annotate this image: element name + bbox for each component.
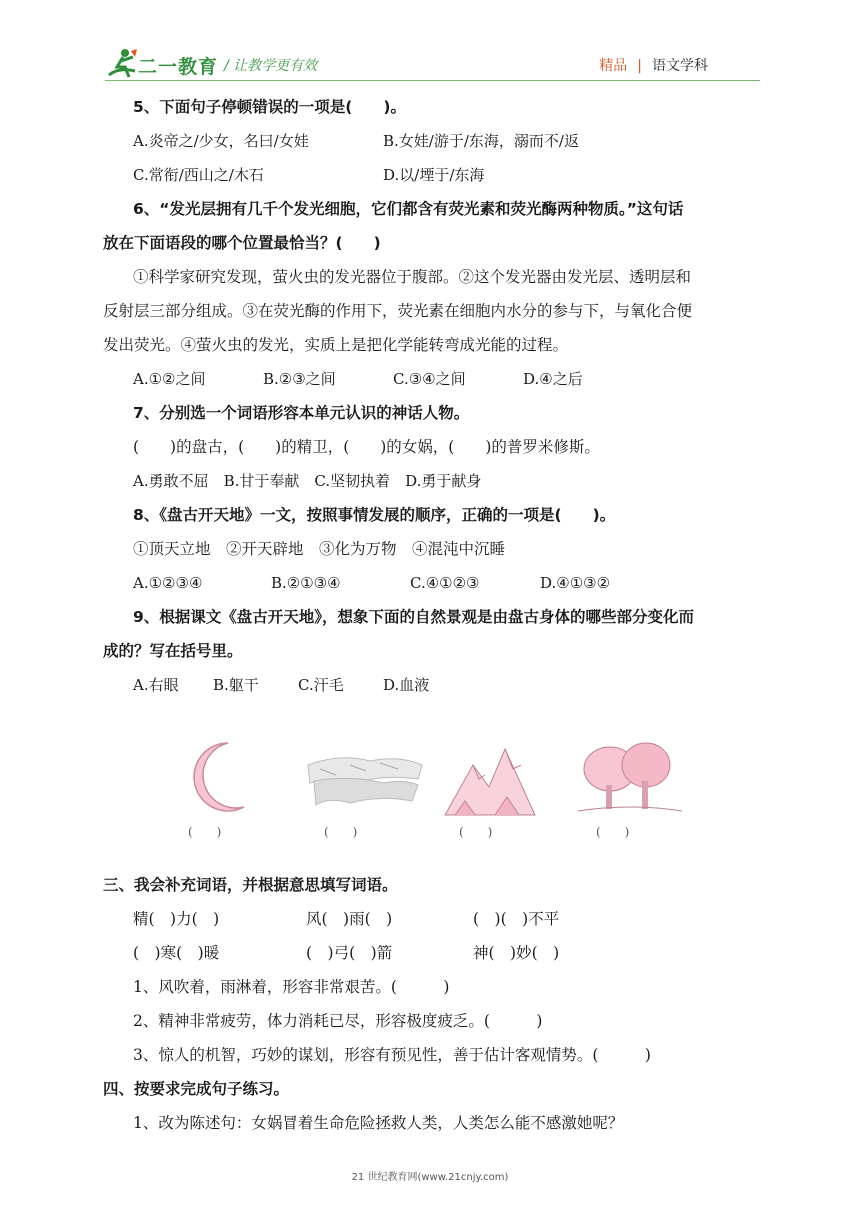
q5-option-b: B.女娃/游于/东海，溺而不/返: [383, 132, 579, 150]
header-right: [599, 55, 708, 75]
q8-option-b: B.②①③④: [271, 574, 341, 592]
forest-answer-paren: ( ): [596, 825, 630, 839]
q6-option-c: C.③④之间: [393, 370, 466, 388]
q8-items: ①顶天立地 ②开天辟地 ③化为万物 ④混沌中沉睡: [133, 540, 506, 558]
mountain-icon: [435, 735, 555, 825]
q5-option-d: D.以/堙于/东海: [383, 166, 485, 184]
q9-stem-line1: 9、根据课文《盘古开天地》，想象下面的自然景观是由盘古身体的哪些部分变化而: [133, 608, 695, 626]
s3-word-4: ( )寒( )暖: [133, 944, 220, 962]
s3-word-6: 神( )妙( ): [473, 944, 560, 962]
s3-item-1: 1、风吹着，雨淋着，形容非常艰苦。( ): [133, 978, 450, 996]
q9-stem-line2: 成的？写在括号里。: [103, 642, 243, 660]
q6-stem-line1: 6、“发光层拥有几千个发光细胞，它们都含有荧光素和荧光酶两种物质。”这句话: [133, 200, 684, 218]
q9-option-a: A.右眼: [133, 676, 179, 694]
q6-stem-line2: 放在下面语段的哪个位置最恰当？( ): [103, 234, 381, 252]
q6-option-d: D.④之后: [523, 370, 583, 388]
moon-picture: [180, 735, 290, 845]
mountain-answer-paren: ( ): [459, 825, 493, 839]
s3-word-1: 精( )力( ): [133, 910, 220, 928]
premium-tag: 精品: [599, 58, 628, 74]
q5-option-c: C.常衔/西山之/木石: [133, 166, 264, 184]
q6-passage-line3: 发出荧光。④萤火虫的发光，实质上是把化学能转弯成光能的过程。: [103, 336, 569, 354]
plain-answer-paren: ( ): [324, 825, 358, 839]
q6-option-a: A.①②之间: [133, 370, 206, 388]
plain-picture: [300, 735, 410, 845]
mountain-picture: [435, 735, 545, 845]
logo-text: 二一教育: [138, 56, 219, 78]
q8-option-a: A.①②③④: [133, 574, 203, 592]
header-divider: [105, 80, 760, 81]
q6-passage-line1: ①科学家研究发现，萤火虫的发光器位于腹部。②这个发光器由发光层、透明层和: [133, 268, 692, 286]
s3-word-2: 风( )雨( ): [306, 910, 393, 928]
section-4-title: 四、按要求完成句子练习。: [103, 1080, 290, 1098]
q9-option-c: C.汗毛: [298, 676, 344, 694]
q7-blanks: ( )的盘古，( )的精卫，( )的女娲，( )的普罗米修斯。: [133, 438, 600, 456]
q9-option-b: B.躯干: [213, 676, 259, 694]
header-separator: |: [637, 58, 642, 74]
tree-icon: [570, 735, 690, 825]
landscape-icon: [300, 735, 430, 825]
q7-stem: 7、分别选一个词语形容本单元认识的神话人物。: [133, 404, 470, 422]
page-footer: 21 世纪教育网(www.21cnjy.com): [351, 1172, 509, 1183]
s4-item-1: 1、改为陈述句：女娲冒着生命危险拯救人类，人类怎么能不感激她呢？: [133, 1114, 624, 1132]
q7-options: A.勇敢不屈 B.甘于奉献 C.坚韧执着 D.勇于献身: [133, 472, 482, 490]
moon-icon: [180, 735, 290, 825]
q8-option-c: C.④①②③: [410, 574, 480, 592]
s3-item-3: 3、惊人的机智，巧妙的谋划，形容有预见性，善于估计客观情势。( ): [133, 1046, 651, 1064]
s3-word-5: ( )弓( )箭: [306, 944, 393, 962]
q9-pictures: [180, 735, 680, 845]
q5-option-a: A.炎帝之/少女，名曰/女娃: [133, 132, 309, 150]
s3-item-2: 2、精神非常疲劳，体力消耗已尽，形容极度疲乏。( ): [133, 1012, 543, 1030]
q6-passage-line2: 反射层三部分组成。③在荧光酶的作用下，荧光素在细胞内水分的参与下，与氧化合便: [103, 302, 693, 320]
q9-option-d: D.血液: [383, 676, 430, 694]
q6-option-b: B.②③之间: [263, 370, 336, 388]
page-header: [0, 0, 860, 90]
slogan: / 让教学更有效: [224, 58, 318, 74]
q5-stem: 5、下面句子停顿错误的一项是( )。: [133, 98, 406, 116]
forest-picture: [570, 735, 680, 845]
q8-stem: 8、《盘古开天地》一文，按照事情发展的顺序，正确的一项是( )。: [133, 506, 616, 524]
section-3-title: 三、我会补充词语，并根据意思填写词语。: [103, 876, 398, 894]
subject-label: 语文学科: [652, 58, 708, 74]
q8-option-d: D.④①③②: [540, 574, 611, 592]
moon-answer-paren: ( ): [188, 825, 222, 839]
s3-word-3: ( )( )不平: [473, 910, 560, 928]
